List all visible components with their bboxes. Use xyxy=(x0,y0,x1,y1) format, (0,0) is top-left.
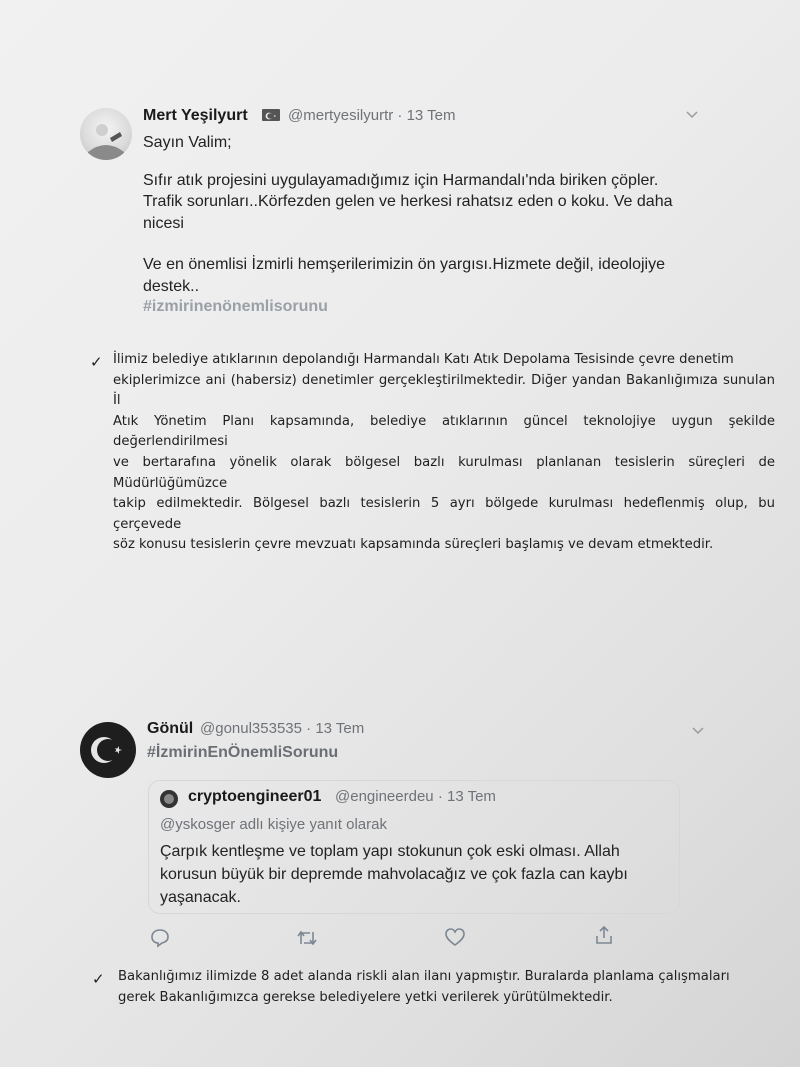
tweet-line: Sayın Valim; xyxy=(143,134,232,151)
reply-icon[interactable] xyxy=(150,928,170,953)
quoted-meta xyxy=(335,788,496,805)
avatar xyxy=(160,790,178,808)
tweet-line: Sıfır atık projesini uygulayamadığımız için Harmandalı'nda biriken çöpler. xyxy=(143,172,659,189)
quoted-handle[interactable]: @engineerdeu xyxy=(335,788,434,805)
reply-to-label: @yskosger adlı kişiye yanıt olarak xyxy=(160,816,387,833)
tweet-line: nicesi xyxy=(143,215,184,232)
turkey-flag-icon xyxy=(262,109,280,121)
reply-line: ekiplerimizce ani (habersiz) denetimler gerçekleştirilmektedir. Diğer yandan Bakanlığımıza sunulan İl xyxy=(113,372,775,409)
tweet-meta xyxy=(288,107,456,124)
retweet-icon[interactable] xyxy=(296,928,318,953)
tweet-date[interactable]: 13 Tem xyxy=(315,720,365,737)
heart-icon[interactable] xyxy=(444,927,466,952)
quoted-line: yaşanacak. xyxy=(160,889,241,906)
tweet-line: Ve en önemlisi İzmirli hemşerilerimizin ön yargısı.Hizmete değil, ideolojiye xyxy=(143,256,665,273)
reply-paragraph xyxy=(113,350,775,556)
quoted-author-name[interactable]: cryptoengineer01 xyxy=(188,788,322,805)
meta-separator: · xyxy=(397,107,403,124)
tweet-handle[interactable]: @gonul353535 xyxy=(200,720,302,737)
tweet-meta xyxy=(200,720,364,737)
reply-line: ve bertarafına yönelik olarak bölgesel bazlı kurulması planlanan tesislerin süreçleri de Müdürlüğümüzce xyxy=(113,454,775,491)
reply-line: Atık Yönetim Planı kapsamında, belediye atıklarının güncel teknolojiye uygun şekilde değerlendirilmesi xyxy=(113,413,775,450)
tweet-handle[interactable]: @mertyesilyurtr xyxy=(288,107,394,124)
avatar[interactable] xyxy=(80,108,132,160)
reply-line: İlimiz belediye atıklarının depolandığı Harmandalı Katı Atık Depolama Tesisinde çevre denetim xyxy=(113,352,734,367)
chevron-down-icon[interactable] xyxy=(692,722,704,738)
tweet-date[interactable]: 13 Tem xyxy=(406,107,456,124)
reply-line: söz konusu tesislerin çevre mevzuatı kapsamında süreçleri başlamış ve devam etmektedir. xyxy=(113,537,714,553)
reply-line: Bakanlığımız ilimizde 8 adet alanda riskli alan ilanı yapmıştır. Buralarda planlama çalışmaları xyxy=(118,969,730,984)
tweet-author-name[interactable]: Mert Yeşilyurt xyxy=(143,107,248,124)
meta-separator: · xyxy=(306,720,312,737)
check-icon: ✓ xyxy=(90,354,103,371)
hashtag-link[interactable]: #izmirinenönemlisorunu xyxy=(143,298,328,315)
reply-line: takip edilmektedir. Bölgesel bazlı tesislerin 5 ayrı bölgede kurulması hedeflenmiş olup, bu çerçevede xyxy=(113,496,775,532)
check-icon: ✓ xyxy=(92,971,105,988)
tweet-author-name[interactable]: Gönül xyxy=(147,720,194,737)
share-icon[interactable] xyxy=(594,925,614,950)
quoted-date[interactable]: 13 Tem xyxy=(446,788,496,805)
chevron-down-icon[interactable] xyxy=(686,106,698,122)
tweet-line: Trafik sorunları..Körfezden gelen ve herkesi rahatsız eden o koku. Ve daha xyxy=(143,193,673,210)
reply-line: gerek Bakanlığımızca gerekse belediyelere yetki verilerek yürütülmektedir. xyxy=(118,989,613,1005)
hashtag-link[interactable]: #İzmirinEnÖnemliSorunu xyxy=(147,744,339,761)
reply-paragraph xyxy=(118,967,758,1008)
quoted-line: korusun büyük bir depremde mahvolacağız ve çok fazla can kaybı xyxy=(160,866,628,883)
avatar[interactable] xyxy=(80,722,136,778)
meta-separator: · xyxy=(437,788,443,805)
tweet-line: destek.. xyxy=(143,278,200,295)
quoted-line: Çarpık kentleşme ve toplam yapı stokunun çok eski olması. Allah xyxy=(160,843,620,860)
